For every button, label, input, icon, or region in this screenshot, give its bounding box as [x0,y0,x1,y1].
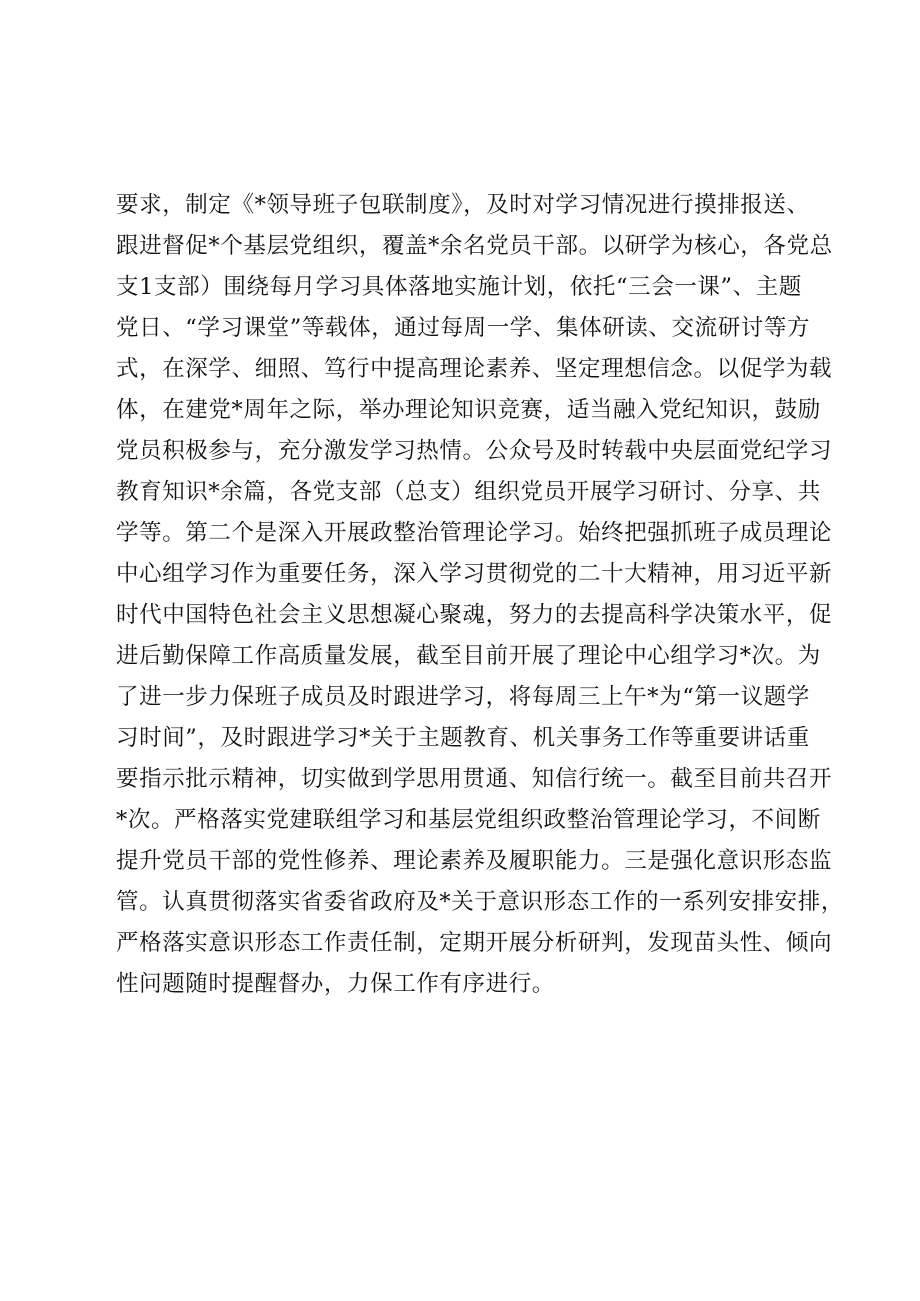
text-line: 支1支部）围绕每月学习具体落地实施计划，依托“三会一课”、主题 [116,274,802,300]
text-line: 教育知识*余篇，各党支部（总支）组织党员开展学习研讨、分享、共 [116,479,821,505]
text-line: 时代中国特色社会主义思想凝心聚魂，努力的去提高科学决策水平，促 [116,602,833,628]
text-line: 性问题随时提醒督办，力保工作有序进行。 [116,971,555,997]
text-line: 式，在深学、细照、笃行中提高理论素养、坚定理想信念。以促学为载 [116,356,833,382]
text-line: 党员积极参与，充分激发学习热情。公众号及时转载中央层面党纪学习 [116,438,833,464]
text-line: 要求，制定《*领导班子包联制度》，及时对学习情况进行摸排报送、 [116,192,810,218]
text-line: 学等。第二个是深入开展政整治管理论学习。始终把强抓班子成员理论 [116,520,833,546]
text-line: 体，在建党*周年之际，举办理论知识竞赛，适当融入党纪知识，鼓励 [116,397,821,423]
text-line: 党日、“学习课堂”等载体，通过每周一学、集体研读、交流研讨等方 [116,315,811,341]
text-line: 了进一步力保班子成员及时跟进学习，将每周三上午*为“第一议题学 [116,684,810,710]
body-paragraph [116,185,844,1005]
text-line: 要指示批示精神，切实做到学思用贯通、知信行统一。截至目前共召开 [116,766,833,792]
text-line: 跟进督促*个基层党组织，覆盖*余名党员干部。以研学为核心，各党总 [116,233,833,259]
text-line: 管。认真贯彻落实省委省政府及*关于意识形态工作的一系列安排安排， [116,889,844,915]
text-line: *次。严格落实党建联组学习和基层党组织政整治管理论学习，不间断 [116,807,821,833]
text-line: 严格落实意识形态工作责任制，定期开展分析研判，发现苗头性、倾向 [116,930,833,956]
text-line: 进后勤保障工作高质量发展，截至目前开展了理论中心组学习*次。为 [116,643,821,669]
text-line: 提升党员干部的党性修养、理论素养及履职能力。三是强化意识形态监 [116,848,833,874]
text-line: 中心组学习作为重要任务，深入学习贯彻党的二十大精神，用习近平新 [116,561,833,587]
text-line: 习时间”，及时跟进学习*关于主题教育、机关事务工作等重要讲话重 [116,725,810,751]
